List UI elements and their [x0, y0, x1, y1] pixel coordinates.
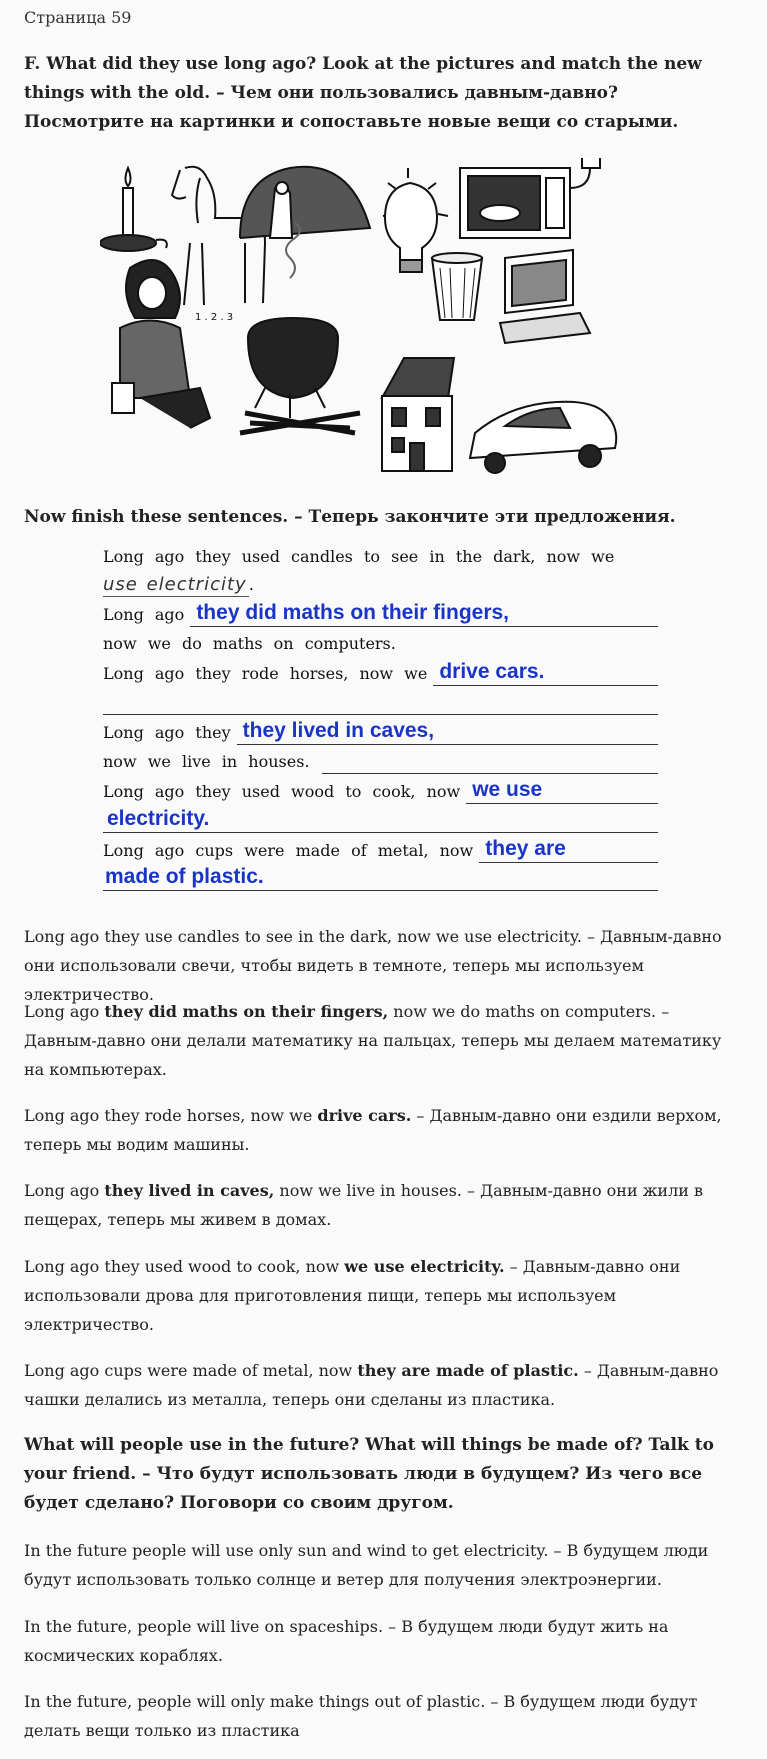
answer-text: now we do maths on computers. – Давным-давно они делали математику на пальцах, теперь мы делаем математику на компьютерах. — [24, 1002, 722, 1079]
cave-picture — [240, 167, 370, 238]
answer-blank — [237, 718, 658, 745]
worksheet-line-11 — [103, 834, 658, 863]
worksheet-line-2 — [103, 568, 658, 597]
cooking-pot-picture — [240, 223, 360, 433]
answer-blank — [190, 600, 658, 627]
answer-paragraph-1 — [24, 922, 744, 1009]
answer-bold: they did maths on their fingers, — [104, 1002, 389, 1021]
worksheet-line-6 — [103, 686, 658, 715]
illustration-old-and-new-things — [100, 158, 665, 478]
answer-paragraph-6 — [24, 1356, 744, 1414]
worksheet-dot: . — [248, 575, 254, 594]
answer-text: Long ago — [24, 1002, 105, 1021]
worksheet-text: Long ago they — [103, 723, 231, 742]
worksheet-line-12 — [103, 862, 658, 891]
plastic-cup-picture — [432, 253, 482, 320]
typed-answer: drive cars. — [439, 660, 545, 683]
future-heading: What will people use in the future? What will things be made of? Talk to your friend. – Что будут использовать люди в будущем? Из чего все будет сделано? Поговори со своим другом. — [24, 1435, 714, 1513]
answer-blank — [433, 659, 658, 686]
candle-picture — [100, 168, 167, 251]
answer-blank — [479, 836, 658, 863]
worksheet-line-5 — [103, 657, 658, 686]
house-picture — [382, 358, 454, 471]
finish-sentences-heading: Now finish these sentences. – Теперь закончите эти предложения. — [24, 507, 676, 527]
typed-answer: made of plastic. — [105, 865, 264, 888]
answer-text: now we live in houses. – Давным-давно они жили в пещерах, теперь мы живем в домах. — [24, 1181, 704, 1229]
answer-text: – Давным-давно чашки делались из металла, теперь они сделаны из пластика. — [24, 1361, 719, 1409]
answer-bold: we use electricity. — [344, 1257, 505, 1276]
answer-text: Long ago they use candles to see in the dark, now we use electricity. – Давным-давно они использовали свечи, чтобы видеть в темноте, теперь мы используем электричество. — [24, 927, 722, 1004]
svg-text:1 . 2 . 3: 1 . 2 . 3 — [195, 312, 234, 323]
typed-answer: we use — [472, 778, 543, 801]
answer-text: Long ago cups were made of metal, now — [24, 1361, 358, 1380]
worksheet-line-7 — [103, 716, 658, 745]
answer-paragraph-5 — [24, 1252, 744, 1339]
answer-text: – Давным-давно они использовали дрова для приготовления пищи, теперь мы используем электричество. — [24, 1257, 681, 1334]
answer-text: Long ago they rode horses, now we — [24, 1106, 318, 1125]
worksheet-line-10 — [103, 804, 658, 833]
answer-bold: drive cars. — [317, 1106, 412, 1125]
typed-answer: they lived in caves, — [242, 719, 435, 742]
answer-blank — [103, 864, 658, 891]
answer-blank — [466, 777, 658, 804]
task-f-heading: F. What did they use long ago? Look at the pictures and match the new things with the old. – Чем они пользовались давным-давно? Посмотрите на картинки и сопоставьте новые вещи со старыми. — [24, 54, 702, 132]
typed-answer: they did maths on their fingers, — [196, 601, 510, 624]
worksheet-text: Long ago they used candles to see in the dark, now we — [103, 547, 615, 566]
page-label: Страница 59 — [24, 8, 132, 27]
worksheet-text: Long ago cups were made of metal, now — [103, 841, 474, 860]
worksheet-line-3 — [103, 598, 658, 627]
answer-paragraph-4 — [24, 1176, 744, 1234]
answer-text: – Давным-давно они ездили верхом, теперь мы водим машины. — [24, 1106, 722, 1154]
worksheet-line-4 — [103, 627, 658, 656]
future-paragraph-2: In the future, people will live on spaceships. – В будущем люди будут жить на космических кораблях. — [24, 1617, 669, 1665]
girl-counting-picture — [112, 260, 233, 428]
answer-blank — [322, 747, 658, 774]
worksheet-line-8 — [103, 745, 658, 774]
future-paragraph-1: In the future people will use only sun and wind to get electricity. – В будущем люди будут использовать только солнце и ветер для получения электроэнергии. — [24, 1541, 709, 1589]
answer-text: Long ago they used wood to cook, now — [24, 1257, 345, 1276]
worksheet-line-9 — [103, 775, 658, 804]
worksheet-text: Long ago they rode horses, now we — [103, 664, 428, 683]
worksheet-text: now we do maths on computers. — [103, 634, 396, 653]
computer-picture — [500, 250, 590, 343]
answer-blank — [103, 806, 658, 833]
answer-text: Long ago — [24, 1181, 105, 1200]
microwave-picture — [460, 158, 600, 238]
answer-paragraph-2 — [24, 997, 744, 1084]
worksheet-text: now we live in houses. — [103, 752, 310, 771]
worksheet-text: Long ago they used wood to cook, now — [103, 782, 461, 801]
answer-bold: they are made of plastic. — [357, 1361, 579, 1380]
car-picture — [470, 402, 616, 473]
answer-blank — [103, 688, 658, 715]
answer-bold: they lived in caves, — [104, 1181, 275, 1200]
answer-paragraph-3 — [24, 1101, 744, 1159]
worksheet-text: Long ago — [103, 605, 185, 624]
typed-answer: electricity. — [107, 807, 210, 830]
worksheet-line-1 — [103, 540, 658, 569]
handwritten-answer: use electricity — [103, 574, 247, 595]
future-paragraph-3: In the future, people will only make things out of plastic. – В будущем люди будут делать вещи только из пластика — [24, 1692, 698, 1740]
typed-answer: they are — [485, 837, 566, 860]
